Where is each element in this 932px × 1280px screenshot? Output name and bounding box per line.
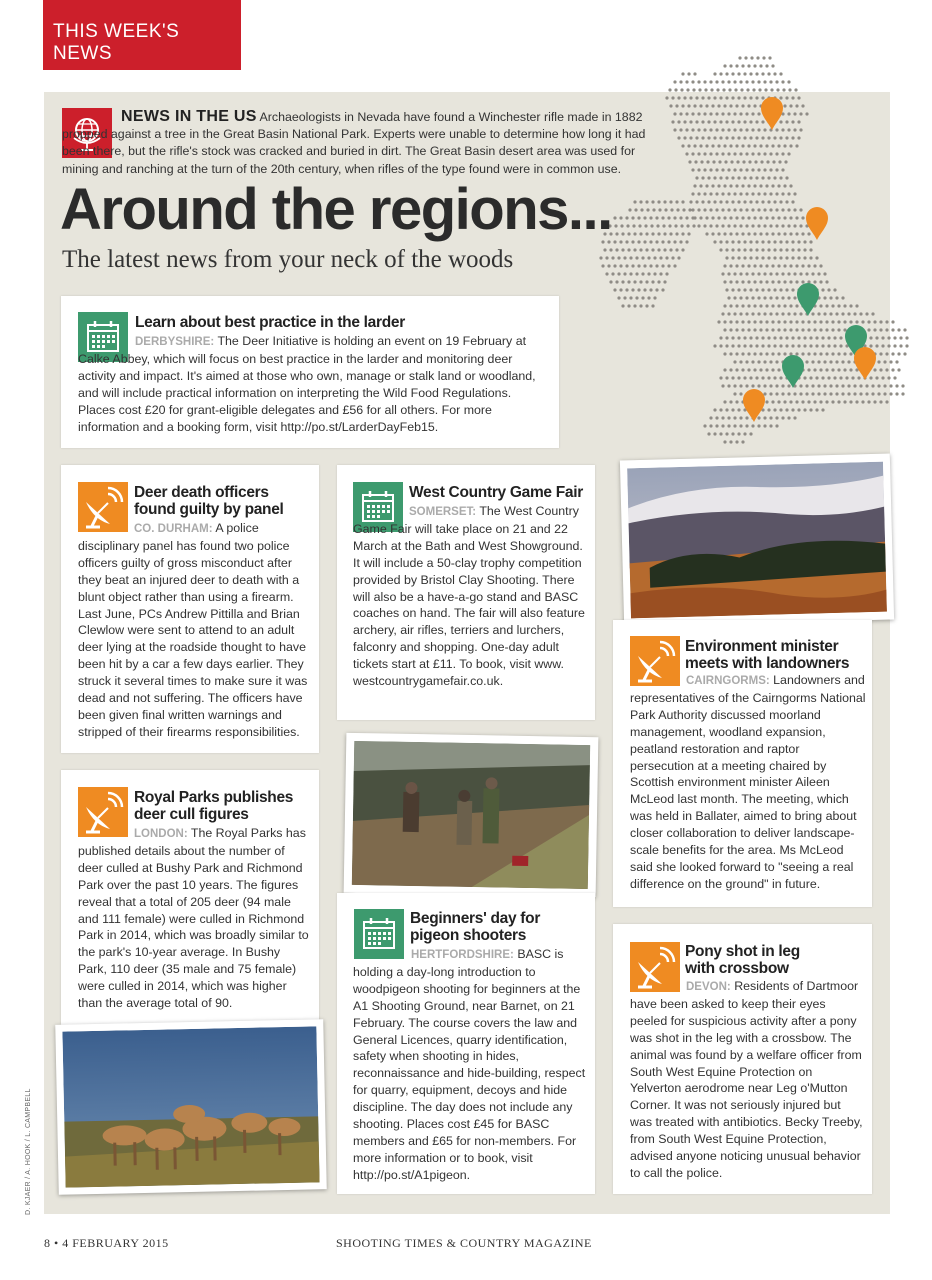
title-line-1: Pony shot in leg <box>685 943 800 960</box>
title-line-2: with crossbow <box>685 960 789 977</box>
article-body <box>78 333 548 435</box>
article-location: SOMERSET: <box>409 506 477 518</box>
article-card-royal-parks <box>61 770 319 1025</box>
article-text: Landowners and representatives of the Cairngorms National Park Authority discussed moorland management, woodland expansion, peatland restoration and raptor persecution at a meeting chaired by Scottish environment minister Aileen McLeod last month. The meeting, which was held in Ballater, aimed to bring about closer collaboration to deliver landscape-scale benefits for the area. Ms McLeod said she looked forward to "seeing a real difference on the ground" in future. <box>630 673 866 891</box>
map-pin-cairngorms <box>761 97 783 130</box>
us-news-label: NEWS IN THE US <box>121 108 257 125</box>
shooters-image <box>352 741 590 889</box>
article-card-deer-death <box>61 465 319 753</box>
map-pin-derbyshire <box>797 283 819 316</box>
article-text: The Deer Initiative is holding an event on 19 February at Calke Abbey, which will focus on best practice in the larder and monitoring deer activity and impact. It's aimed at those who own, manage or stalk land or woodland, and will include practical information on interpreting the Wild Food Regulations. Places cost £20 for grant-eligible delegates and £56 for all others. For more information and a booking form, visit http://po.st/LarderDayFeb15. <box>78 334 536 434</box>
photo-credit: D. KJAER / A. HOOK / L. CAMPBELL <box>25 1088 32 1215</box>
landscape-image <box>627 462 887 619</box>
title-line-1: Environment minister <box>685 638 839 655</box>
title-line-1: Beginners' day for <box>410 910 541 927</box>
article-text: A police disciplinary panel has found two police officers guilty of gross misconduct after they beat an injured deer to death with a blunt object rather than using a firearm. Last June, PCs Andrew Pittilla and Brian Clewlow were sent to attend to an adult deer lying at the roadside thought to have been hit by a car a few days earlier. They struck it several times to make sure it was dead and not suffering. The officers have been given final written warnings and stripped of their firearms responsibilities. <box>78 521 308 739</box>
article-body <box>353 503 587 690</box>
article-title <box>685 943 865 977</box>
article-body <box>630 672 866 893</box>
article-body <box>78 825 312 1012</box>
map-pin-london <box>854 347 876 380</box>
photo-cairngorms-landscape <box>620 453 894 626</box>
page-subtitle: The latest news from your neck of the woods <box>62 246 514 273</box>
article-card-pony <box>613 924 872 1194</box>
title-line-2: found guilty by panel <box>134 501 284 518</box>
article-location: DEVON: <box>686 981 731 993</box>
page-number-date: 8 • 4 FEBRUARY 2015 <box>44 1236 169 1250</box>
us-news-text: Archaeologists in Nevada have found a Winchester rifle made in 1882 propped against a tree in the Great Basin National Park. Experts were unable to determine how long it had been there, but the rifle's stock was cracked and buried in dirt. The Great Basin desert area was used for mining and ranching at the turn of the 20th century, when rifles of the type found were in common use. <box>62 110 646 176</box>
map-pin-somerset <box>782 355 804 388</box>
article-card-game-fair <box>337 465 595 720</box>
article-card-larder <box>61 296 559 448</box>
article-body <box>353 946 589 1184</box>
article-title <box>685 638 870 672</box>
article-title <box>410 910 590 944</box>
page-title: Around the regions... <box>60 177 612 242</box>
section-tag-label: THIS WEEK'S NEWS <box>53 21 180 64</box>
title-line-1: Deer death officers <box>134 484 269 501</box>
article-text: Residents of Dartmoor have been asked to keep their eyes peeled for suspicious activity after a pony was shot in the leg with a crossbow. The animal was found by a welfare officer from South West Equine Protection on Yelverton aerodrome near Leg o'Mutton Corner. It was not seriously injured but was treated with antibiotics. Becky Treeby, from South West Equine Protection, advised anyone noticing unusual behavior to call the police. <box>630 979 863 1180</box>
article-location: DERBYSHIRE: <box>135 336 215 348</box>
article-location: CAIRNGORMS: <box>686 675 770 687</box>
photo-pigeon-shooters <box>344 733 599 897</box>
article-title <box>134 789 314 823</box>
photo-fallow-deer <box>55 1019 327 1195</box>
article-body <box>78 520 310 741</box>
article-location: LONDON: <box>134 828 188 840</box>
title-line-2: deer cull figures <box>134 806 249 823</box>
article-title: West Country Game Fair <box>409 484 583 501</box>
article-card-environment <box>613 620 872 907</box>
section-tag <box>43 0 241 70</box>
article-text: BASC is holding a day-long introduction to woodpigeon shooting for beginners at the A1 Shooting Ground, near Barnet, on 21 February. The course covers the law and General Licences, quarry identification, safety when shooting in hides, reconnaissance and hide-building, respect for quarry, equipment, decoys and hide discipline. The day does not include any shooting. Places cost £45 for BASC members and £65 for non-members. For more information or to book, visit http://po.st/A1pigeon. <box>353 947 586 1182</box>
article-location: CO. DURHAM: <box>134 523 213 535</box>
title-line-1: Royal Parks publishes <box>134 789 294 806</box>
article-location: HERTFORDSHIRE: <box>411 949 514 961</box>
article-text: The Royal Parks has published details about the number of deer culled at Bushy Park and Richmond Park over the past 10 years. The figures reveal that a total of 205 deer (94 male and 111 female) were culled in Richmond Park in 2014, which was broadly similar to the park's 10-year average. In Bushy Park, 110 deer (35 male and 75 female) were culled in 2014, which was higher than the average total of 90. <box>78 826 309 1011</box>
us-news-paragraph <box>62 108 662 178</box>
article-title <box>134 484 314 518</box>
title-line-2: meets with landowners <box>685 655 850 672</box>
article-title: Learn about best practice in the larder <box>135 314 405 331</box>
deer-image <box>62 1026 319 1187</box>
title-line-2: pigeon shooters <box>410 927 527 944</box>
article-text: The West Country Game Fair will take place on 21 and 22 March at the Bath and West Showground. It will include a 50-clay trophy competition provided by Bristol Clay Shooting. There will also be a have-a-go stand and BASC coaches on hand. The fair will also feature archery, air rifles, terriers and lurchers, falconry and shopping. One-day adult tickets start at £11. To book, visit www. westcountrygamefair.co.uk. <box>353 504 585 689</box>
article-body <box>630 978 866 1182</box>
magazine-name: SHOOTING TIMES & COUNTRY MAGAZINE <box>336 1236 592 1250</box>
article-card-pigeon <box>337 893 595 1194</box>
